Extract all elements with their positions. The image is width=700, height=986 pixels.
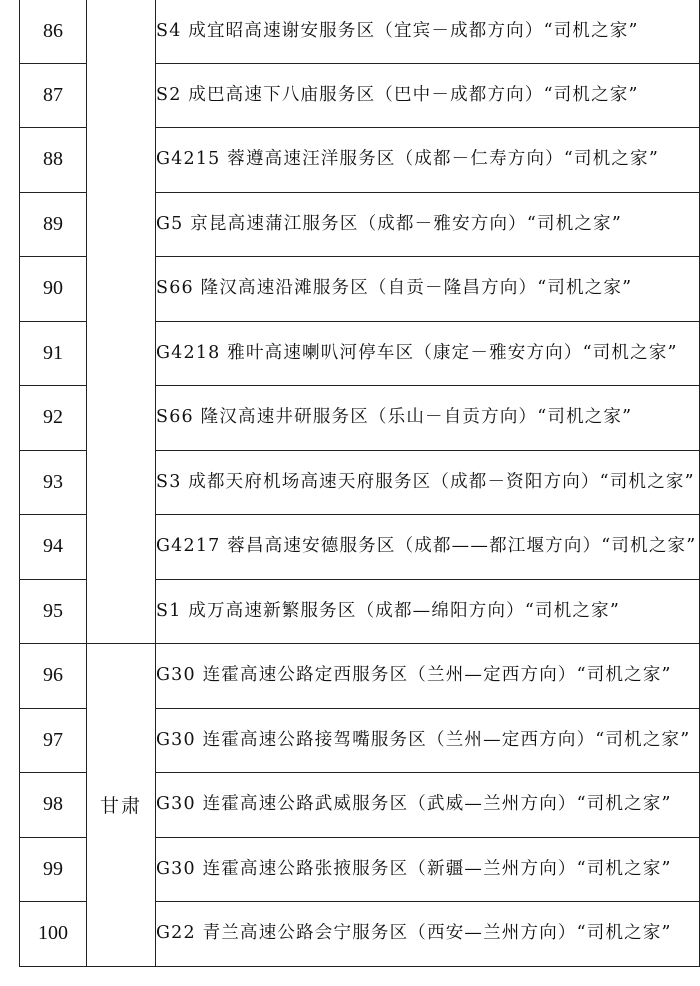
row-number: 98 (20, 773, 87, 838)
row-number: 90 (20, 257, 87, 322)
service-area-name: S2 成巴高速下八庙服务区（巴中－成都方向）“司机之家” (156, 63, 700, 128)
service-area-name: G22 青兰高速公路会宁服务区（西安—兰州方向）“司机之家” (156, 902, 700, 967)
service-area-name: G4218 雅叶高速喇叭河停车区（康定－雅安方向）“司机之家” (156, 321, 700, 386)
row-number: 99 (20, 837, 87, 902)
service-area-name: S4 成宜昭高速谢安服务区（宜宾－成都方向）“司机之家” (156, 0, 700, 63)
row-number: 94 (20, 515, 87, 580)
province-cell-gansu: 甘肃 (87, 644, 156, 967)
service-area-name: G30 连霍高速公路武威服务区（武威—兰州方向）“司机之家” (156, 773, 700, 838)
service-area-name: G4217 蓉昌高速安德服务区（成都——都江堰方向）“司机之家” (156, 515, 700, 580)
row-number: 92 (20, 386, 87, 451)
row-number: 100 (20, 902, 87, 967)
service-area-name: G30 连霍高速公路张掖服务区（新疆—兰州方向）“司机之家” (156, 837, 700, 902)
table-row (20, 0, 700, 63)
service-area-name: G30 连霍高速公路接驾嘴服务区（兰州—定西方向）“司机之家” (156, 708, 700, 773)
row-number: 93 (20, 450, 87, 515)
row-number: 91 (20, 321, 87, 386)
service-area-table (19, 0, 700, 967)
service-area-name: S66 隆汉高速沿滩服务区（自贡－隆昌方向）“司机之家” (156, 257, 700, 322)
province-cell-sichuan (87, 0, 156, 644)
service-area-name: G5 京昆高速蒲江服务区（成都－雅安方向）“司机之家” (156, 192, 700, 257)
service-area-name: G4215 蓉遵高速汪洋服务区（成都－仁寿方向）“司机之家” (156, 128, 700, 193)
table-row (20, 644, 700, 709)
service-area-name: S66 隆汉高速井研服务区（乐山－自贡方向）“司机之家” (156, 386, 700, 451)
document-page (19, 0, 699, 986)
service-area-name: S1 成万高速新繁服务区（成都—绵阳方向）“司机之家” (156, 579, 700, 644)
service-area-name: G30 连霍高速公路定西服务区（兰州—定西方向）“司机之家” (156, 644, 700, 709)
row-number: 96 (20, 644, 87, 709)
row-number: 97 (20, 708, 87, 773)
service-area-name: S3 成都天府机场高速天府服务区（成都－资阳方向）“司机之家” (156, 450, 700, 515)
row-number: 88 (20, 128, 87, 193)
row-number: 86 (20, 0, 87, 63)
row-number: 87 (20, 63, 87, 128)
row-number: 95 (20, 579, 87, 644)
row-number: 89 (20, 192, 87, 257)
